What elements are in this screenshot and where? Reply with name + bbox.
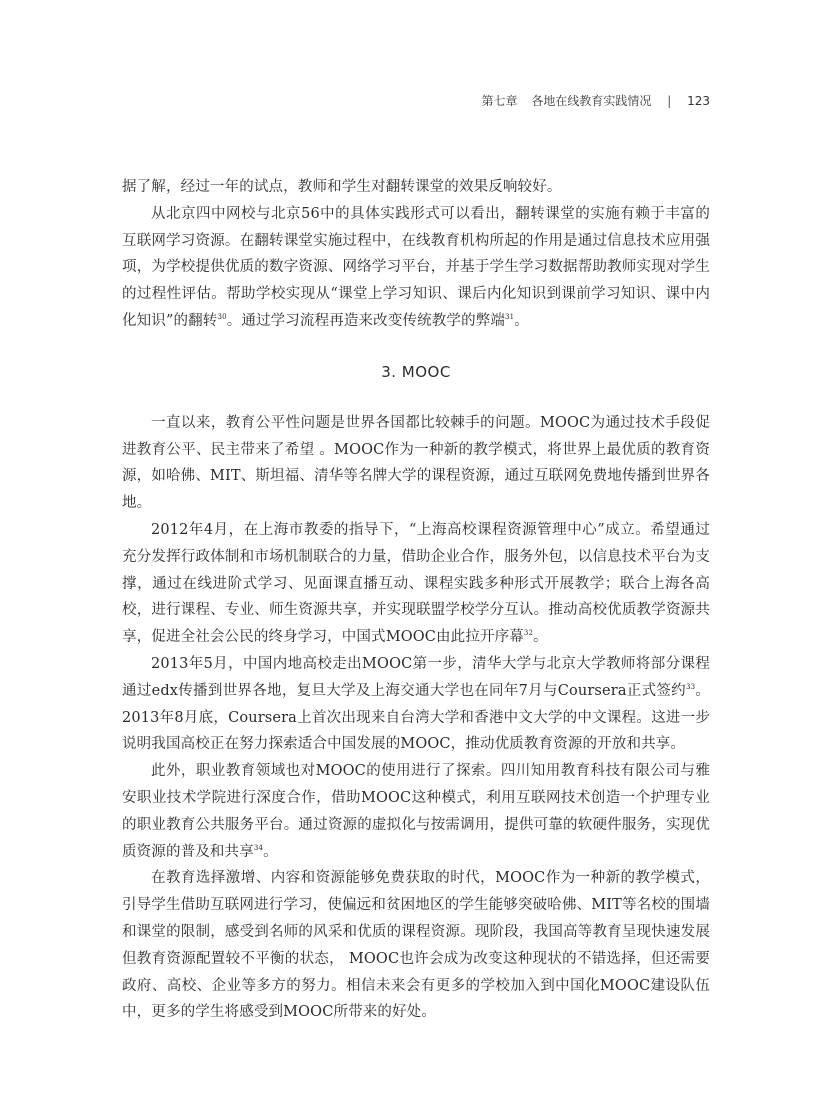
- footnote-ref-33: 33: [685, 682, 696, 691]
- mooc-paragraph-4-text-a: 此外，职业教育领域也对MOOC的使用进行了探索。四川知用教育科技有限公司与雅安职业技术学院进行深度合作，借助MOOC这种模式，利用互联网技术创造一个护理专业的职业教育公共服务平台。通过资源的虚拟化与按需调用，提供可靠的软硬件服务，实现优质资源的普及和共享: [122, 763, 710, 860]
- page-number: 123: [687, 94, 710, 108]
- chapter-title: 各地在线教育实践情况: [531, 94, 652, 108]
- intro-paragraph-2: [122, 201, 710, 335]
- intro-paragraph-1: 据了解，经过一年的试点，教师和学生对翻转课堂的效果反响较好。: [122, 179, 562, 195]
- running-header: [482, 92, 710, 109]
- footnote-ref-32: 32: [523, 629, 534, 638]
- mooc-paragraph-2: [122, 517, 710, 651]
- mooc-paragraph-5: 在教育选择激增、内容和资源能够免费获取的时代，MOOC作为一种新的教学模式，引导学生借助互联网进行学习，使偏远和贫困地区的学生能够突破哈佛、MIT等名校的围墙和课堂的限制，感受到名师的风采和优质的课程资源。现阶段，我国高等教育呈现快速发展但教育资源配置较不平衡的状态， MOOC也许会成为改变这种现状的不错选择，但还需要政府、高校、企业等多方的努力。相信未来会有更多的学校加入到中国化MOOC建设队伍中，更多的学生将感受到MOOC所带来的好处。: [122, 870, 710, 1021]
- footnote-ref-30: 30: [217, 312, 227, 321]
- mooc-paragraph-4-text-b: 。: [263, 843, 278, 860]
- intro-paragraph-2-text-a: 从北京四中网校与北京56中的具体实践形式可以看出，翻转课堂的实施有赖于丰富的互联网学习资源。在翻转课堂实施过程中，在线教育机构所起的作用是通过信息技术应用强项，为学校提供优质的数字资源、网络学习平台，并基于学生学习数据帮助教师实现对学生的过程性评估。帮助学校实现从“课堂上学习知识、课后内化知识到课前学习知识、课中内化知识”的翻转: [122, 205, 710, 329]
- intro-paragraph-2-text-c: 。: [514, 312, 529, 329]
- footnote-ref-31: 31: [505, 312, 515, 321]
- mooc-paragraph-2-text-b: 。: [533, 629, 548, 646]
- mooc-paragraph-3: [122, 651, 710, 758]
- mooc-paragraph-3-text-a: 2013年5月，中国内地高校走出MOOC第一步，清华大学与北京大学教师将部分课程通过edx传播到世界各地，复旦大学及上海交通大学也在同年7月与Coursera正式签约: [122, 655, 710, 699]
- page-body: [122, 174, 710, 1026]
- footnote-ref-34: 34: [253, 843, 264, 852]
- mooc-paragraph-4: [122, 758, 710, 865]
- mooc-paragraph-1: 一直以来，教育公平性问题是世界各国都比较棘手的问题。MOOC为通过技术手段促进教育公平、民主带来了希望 。MOOC作为一种新的教学模式，将世界上最优质的教育资源，如哈佛、MIT、斯坦福、清华等名牌大学的课程资源，通过互联网免费地传播到世界各地。: [122, 414, 710, 512]
- chapter-label: 第七章: [481, 94, 518, 108]
- mooc-paragraph-3-text-b: 。2013年8月底，Coursera上首次出现来自台湾大学和香港中文大学的中文课程。这进一步说明我国高校正在努力探索适合中国发展的MOOC，推动优质教育资源的开放和共享。: [122, 682, 711, 753]
- intro-paragraph-2-text-b: 。通过学习流程再造来改变传统教学的弊端: [226, 312, 506, 329]
- section-heading: 3. MOOC: [381, 362, 451, 381]
- mooc-paragraph-2-text-a: 2012年4月，在上海市教委的指导下，“上海高校课程资源管理中心”成立。希望通过充分发挥行政体制和市场机制联合的力量，借助企业合作，服务外包，以信息技术平台为支撑，通过在线进阶式学习、见面课直播互动、课程实践多种形式开展教学；联合上海各高校，进行课程、专业、师生资源共享，并实现联盟学校学分互认。推动高校优质教学资源共享，促进全社会公民的终身学习，中国式MOOC由此拉开序幕: [122, 521, 710, 646]
- header-separator: |: [667, 94, 672, 108]
